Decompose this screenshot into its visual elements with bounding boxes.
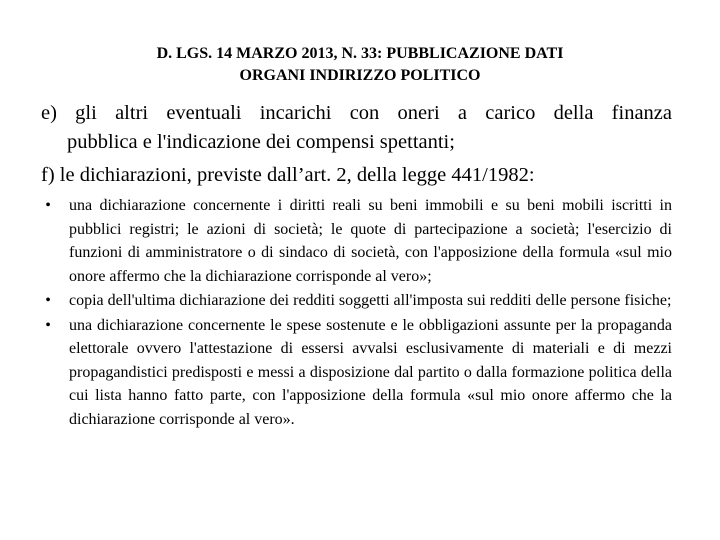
slide-title xyxy=(0,43,720,87)
item-f: f) le dichiarazioni, previste dall’art. 2, della legge 441/1982: xyxy=(41,164,535,186)
item-e xyxy=(41,99,672,157)
list-item-text: una dichiarazione concernente le spese sostenute e le obbligazioni assunte per la propaganda elettorale ovvero l'attestazione di essersi avvalsi esclusivamente di materiali e di mezzi propagandistici predisposti e messi a disposizione dal partito o dalla formazione politica della cui lista hanno fatto parte, con l'apposizione della formula «sul mio onore affermo che la dichiarazione corrisponde al vero». xyxy=(69,316,672,428)
item-e-line-1: e) gli altri eventuali incarichi con oneri a carico della finanza xyxy=(41,102,672,124)
list-item-text: copia dell'ultima dichiarazione dei redditi soggetti all'imposta sui redditi delle persone fisiche; xyxy=(69,292,672,309)
list-item xyxy=(41,314,672,432)
declarations-list xyxy=(41,194,672,432)
bullet-icon: • xyxy=(45,316,51,334)
list-item-text: una dichiarazione concernente i diritti reali su beni immobili e su beni mobili iscritti in pubblici registri; le azioni di società; le quote di partecipazione a società; l'esercizio di funzioni di amministratore o di sindaco di società, con l'apposizione della formula «sul mio onore affermo che la dichiarazione corrisponde al vero»; xyxy=(69,197,672,285)
title-line-1: D. LGS. 14 MARZO 2013, N. 33: PUBBLICAZIONE DATI xyxy=(156,45,564,62)
item-e-line-2: pubblica e l'indicazione dei compensi spettanti; xyxy=(67,131,455,153)
list-item xyxy=(41,194,672,288)
list-item xyxy=(41,289,672,313)
title-line-2: ORGANI INDIRIZZO POLITICO xyxy=(239,67,481,84)
bullet-icon: • xyxy=(45,197,51,214)
bullet-icon: • xyxy=(45,292,51,309)
